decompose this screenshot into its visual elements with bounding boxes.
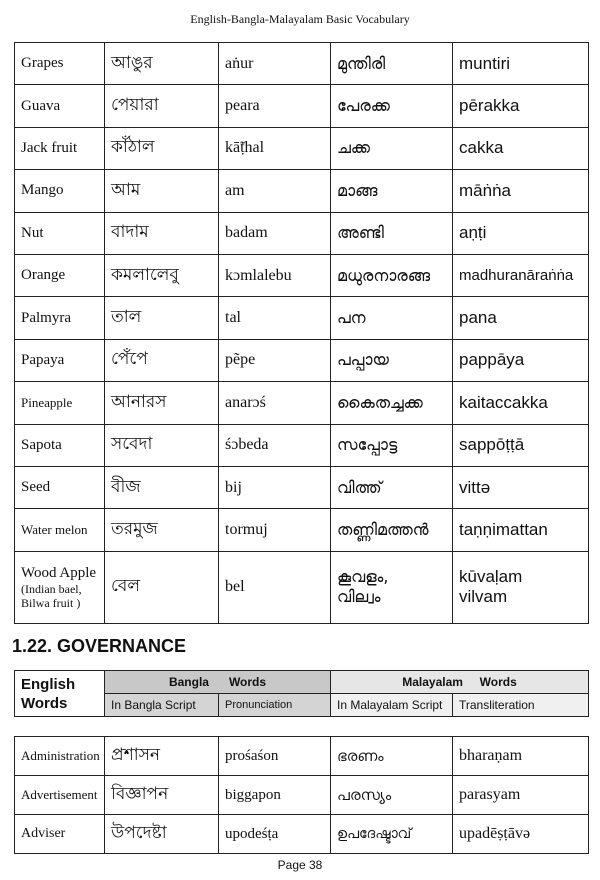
bangla-pronunciation: aṅur [219, 43, 331, 85]
table-row [15, 212, 589, 254]
malayalam-word: ഭരണം [331, 737, 453, 776]
malayalam-transliteration: sappōṭṭā [453, 424, 589, 466]
malayalam-transliteration: muntiri [453, 43, 589, 85]
bangla-word: আম [105, 170, 219, 212]
table-row [15, 254, 589, 296]
transliteration-line: kūvaḷam [459, 567, 523, 587]
table-row [15, 127, 589, 169]
bangla-word: কাঁঠাল [105, 127, 219, 169]
malayalam-transliteration: taṇṇimattan [453, 509, 589, 551]
malayalam-word: വിത്ത് [331, 466, 453, 508]
bangla-pronunciation: peara [219, 85, 331, 127]
malayalam-transliteration [453, 551, 589, 623]
malayalam-word [331, 551, 453, 623]
bangla-word: তাল [105, 297, 219, 339]
bangla-words-header: Bangla Words [105, 671, 331, 694]
bangla-word: বাদাম [105, 212, 219, 254]
bangla-pronunciation: prośaśon [219, 737, 331, 776]
malayalam-transliteration: cakka [453, 127, 589, 169]
malayalam-word: മധുരനാരങ്ങ [331, 254, 453, 296]
english-word: Nut [15, 212, 105, 254]
bangla-pronunciation: biggapon [219, 776, 331, 815]
english-word: Orange [15, 254, 105, 296]
english-header-line: Words [21, 694, 68, 712]
table-row [15, 170, 589, 212]
bangla-pronunciation: śɔbeda [219, 424, 331, 466]
malayalam-script-subheader: In Malayalam Script [331, 694, 453, 717]
table-row [15, 776, 589, 815]
section-heading: 1.22. GOVERNANCE [12, 636, 187, 656]
english-header-line: English [21, 675, 76, 693]
bangla-word: আঙুর [105, 43, 219, 85]
bangla-pronunciation: badam [219, 212, 331, 254]
bangla-pronunciation: am [219, 170, 331, 212]
malayalam-transliteration: kaitaccakka [453, 382, 589, 424]
english-word: Water melon [15, 509, 105, 551]
english-word: Sapota [15, 424, 105, 466]
bangla-pronunciation: kɔmlalebu [219, 254, 331, 296]
table-row [15, 737, 589, 776]
malayalam-word: പന [331, 297, 453, 339]
malayalam-transliteration: parasyam [453, 776, 589, 815]
governance-header-table [14, 670, 589, 717]
malayalam-word: അണ്ടി [331, 212, 453, 254]
bangla-word: সবেদা [105, 424, 219, 466]
malayalam-word: ചക്ക [331, 127, 453, 169]
malayalam-word: മുന്തിരി [331, 43, 453, 85]
malayalam-word: ഉപദേഷ്ടാവ് [331, 815, 453, 854]
english-word-note: (Indian bael, Bilwa fruit ) [21, 581, 82, 610]
table-row [15, 424, 589, 466]
table-row [15, 85, 589, 127]
bangla-pronunciation: kā̃ṭhal [219, 127, 331, 169]
table-row [15, 466, 589, 508]
bangla-word: উপদেষ্টা [105, 815, 219, 854]
table-row [15, 297, 589, 339]
malayalam-transliteration: pana [453, 297, 589, 339]
bangla-pronunciation: upodeśṭa [219, 815, 331, 854]
bangla-pronunciation: tal [219, 297, 331, 339]
english-word: Papaya [15, 339, 105, 381]
bangla-word: পেয়ারা [105, 85, 219, 127]
english-word: Mango [15, 170, 105, 212]
malayalam-transliteration: pappāya [453, 339, 589, 381]
english-word: Jack fruit [15, 127, 105, 169]
malayalam-word: മാങ്ങ [331, 170, 453, 212]
bangla-pronunciation: bel [219, 551, 331, 623]
english-word: Administration [15, 737, 105, 776]
running-header: English-Bangla-Malayalam Basic Vocabulary [190, 12, 410, 26]
malayalam-word: കൈതച്ചക്ക [331, 382, 453, 424]
transliteration-subheader: Transliteration [453, 694, 589, 717]
english-word [15, 551, 105, 623]
bangla-pronunciation: bij [219, 466, 331, 508]
vocabulary-table [14, 42, 589, 624]
malayalam-transliteration: madhuranāraṅṅa [453, 254, 589, 296]
english-words-header [15, 671, 105, 717]
malayalam-word: സപ്പോട്ട [331, 424, 453, 466]
english-word: Guava [15, 85, 105, 127]
bangla-script-subheader: In Bangla Script [105, 694, 219, 717]
bangla-word: বিজ্ঞাপন [105, 776, 219, 815]
malayalam-words-header: Malayalam Words [331, 671, 589, 694]
english-word: Pineapple [15, 382, 105, 424]
bangla-word: প্রশাসন [105, 737, 219, 776]
malayalam-transliteration: vittə [453, 466, 589, 508]
bangla-pronunciation: anarɔś [219, 382, 331, 424]
malayalam-transliteration: bharaṇam [453, 737, 589, 776]
table-row [15, 551, 589, 623]
table-row [15, 339, 589, 381]
malayalam-transliteration: pērakka [453, 85, 589, 127]
malayalam-transliteration: māṅṅa [453, 170, 589, 212]
english-word: Palmyra [15, 297, 105, 339]
english-word: Grapes [15, 43, 105, 85]
page-number: Page 38 [277, 858, 323, 872]
malayalam-transliteration: upadēṣṭāvə [453, 815, 589, 854]
english-word: Seed [15, 466, 105, 508]
bangla-word: কমলালেবু [105, 254, 219, 296]
malayalam-word: തണ്ണിമത്തൻ [331, 509, 453, 551]
malayalam-word-line: കൂവളം, [337, 567, 389, 587]
bangla-word: পেঁপে [105, 339, 219, 381]
bangla-word: তরমুজ [105, 509, 219, 551]
malayalam-word: പേരക്ക [331, 85, 453, 127]
pronunciation-subheader: Pronunciation [219, 694, 331, 717]
governance-table [14, 736, 589, 854]
english-word: Adviser [15, 815, 105, 854]
transliteration-line: vilvam [459, 587, 508, 607]
bangla-word: বেল [105, 551, 219, 623]
vocabulary-table-body [15, 43, 589, 624]
table-row [15, 382, 589, 424]
table-row [15, 509, 589, 551]
bangla-word: বীজ [105, 466, 219, 508]
english-word: Advertisement [15, 776, 105, 815]
bangla-pronunciation: tormuj [219, 509, 331, 551]
bangla-word: আনারস [105, 382, 219, 424]
malayalam-word-line: വില്വം [337, 587, 381, 607]
malayalam-transliteration: aṇṭi [453, 212, 589, 254]
malayalam-word: പരസ്യം [331, 776, 453, 815]
english-word-main: Wood Apple [21, 564, 97, 581]
malayalam-word: പപ്പായ [331, 339, 453, 381]
bangla-pronunciation: pẽpe [219, 339, 331, 381]
table-row [15, 815, 589, 854]
table-row [15, 43, 589, 85]
